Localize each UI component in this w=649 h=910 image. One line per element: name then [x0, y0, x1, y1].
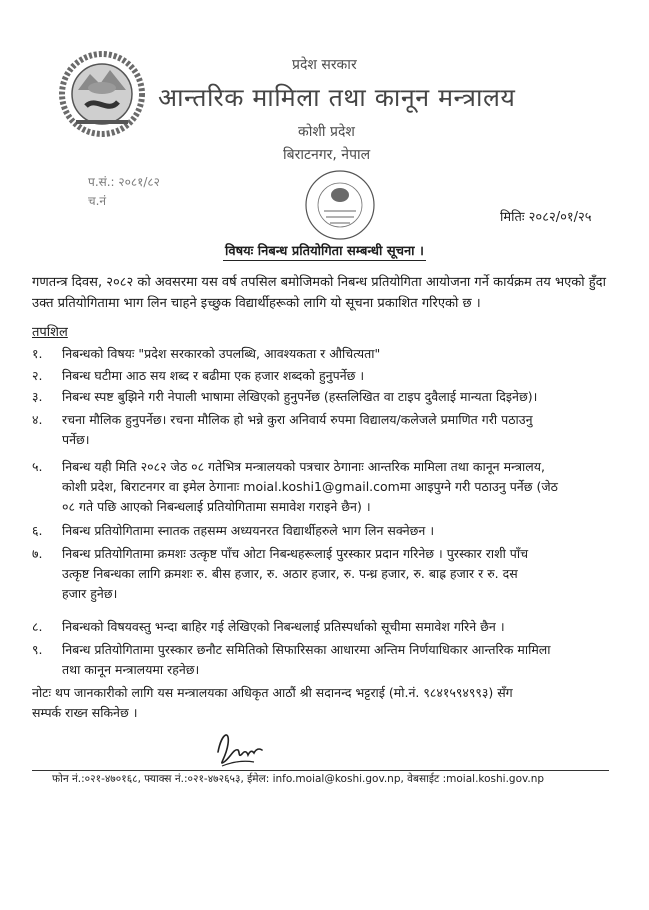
item-line: निबन्धको विषयवस्तु भन्दा बाहिर गई लेखिएको निबन्धलाई प्रतिस्पर्धाको सूचीमा समावेश गरिने छैन । [62, 619, 505, 634]
list-item [32, 457, 629, 519]
item-line: निबन्ध प्रतियोगितामा पुरस्कार छनौट समितिको सिफारिसका आधारमा अन्तिम निर्णयाधिकार आन्तरिक मामिला [62, 642, 551, 657]
item-number: ४. [32, 412, 43, 427]
item-line: निबन्धको विषयः "प्रदेश सरकारको उपलब्धि, आवश्यकता र औचित्यता" [62, 346, 381, 361]
list-item [32, 521, 629, 541]
list-item [32, 617, 629, 637]
item-line: पर्नेछ। [62, 432, 90, 447]
header-government: प्रदेश सरकार [292, 57, 357, 73]
header-city: बिराटनगर, नेपाल [283, 147, 371, 163]
item-line: निबन्ध प्रतियोगितामा क्रमशः उत्कृष्ट पाँच ओटा निबन्धहरूलाई पुरस्कार प्रदान गरिनेछ । पुरस्कार राशी पाँच [62, 546, 529, 561]
item-number: १. [32, 346, 43, 361]
list-item [32, 640, 629, 682]
signature-icon [212, 722, 272, 770]
list-item [32, 387, 629, 407]
item-number: ७. [32, 546, 43, 561]
intro-paragraph: गणतन्त्र दिवस, २०८२ को अवसरमा यस वर्ष तपसिल बमोजिमको निबन्ध प्रतियोगिता आयोजना गर्ने कार्यक्रम तय भएको हुँदा उक्त प्रतियोगितामा भाग लिन चाहने इच्छुक विद्यार्थीहरूको लागि यो सूचना प्रकाशित गरिएको छ । [32, 275, 606, 311]
item-line: ०८ गते पछि आएको निबन्धलाई प्रतियोगितामा समावेश गराइने छैन) । [62, 499, 371, 514]
list-item [32, 344, 629, 364]
list-item [32, 410, 629, 452]
header-province: कोशी प्रदेश [298, 124, 355, 140]
footer-contact: फोन नं.:०२१-४७०१६८, फ्याक्स नं.:०२१-४७२६५३, ईमेल: info.moial@koshi.gov.np, वेबसाईट :moial.koshi.gov.np [52, 773, 545, 785]
item-number: ९. [32, 642, 43, 657]
item-number: ६. [32, 523, 43, 538]
item-line: हजार हुनेछ। [62, 586, 118, 601]
office-seal-icon [300, 165, 380, 245]
note-line: सम्पर्क राख्न सकिनेछ । [32, 705, 138, 720]
item-line: तथा कानून मन्त्रालयमा रहनेछ। [62, 662, 200, 677]
contact-note [32, 683, 629, 725]
reference-number: प.सं.: २०८१/८२ [88, 175, 160, 189]
note-line: नोटः थप जानकारीको लागि यस मन्त्रालयका अधिकृत आठौं श्री सदानन्द भट्टराई (मो.नं. ९८४१५९४९९३) सँग [32, 685, 513, 700]
item-line: निबन्ध स्पष्ट बुझिने गरी नेपाली भाषामा लेखिएको हुनुपर्नेछ (हस्तलिखित वा टाइप दुवैलाई मान्यता दिइनेछ)। [62, 389, 538, 404]
item-line: उत्कृष्ट निबन्धका लागि क्रमशः रु. बीस हजार, रु. अठार हजार, रु. पन्ध्र हजार, रु. बाह्र हजार र रु. दस [62, 566, 518, 581]
item-line: निबन्ध घटीमा आठ सय शब्द र बढीमा एक हजार शब्दको हुनुपर्नेछ । [62, 368, 365, 383]
government-emblem-icon [56, 48, 148, 140]
notice-subject-text: विषयः निबन्ध प्रतियोगिता सम्बन्धी सूचना । [224, 244, 424, 259]
item-line: रचना मौलिक हुनुपर्नेछ। रचना मौलिक हो भन्ने कुरा अनिवार्य रुपमा विद्यालय/कलेजले प्रमाणित गरी पठाउनु [62, 412, 533, 427]
item-line: कोशी प्रदेश, बिराटनगर वा इमेल ठेगानाः moial.koshi1@gmail.comमा आइपुग्ने गरी पठाउनु पर्नेछ (जेठ [62, 479, 558, 494]
item-number: ५. [32, 459, 43, 474]
list-item [32, 366, 629, 386]
header-ministry: आन्तरिक मामिला तथा कानून मन्त्रालय [158, 83, 516, 112]
notice-date: मितिः २०८२/०१/२५ [500, 210, 592, 225]
item-line: निबन्ध यही मिति २०८२ जेठ ०८ गतेभित्र मन्त्रालयको पत्रचार ठेगानाः आन्तरिक मामिला तथा कानून मन्त्रालय, [62, 459, 545, 474]
footer-divider [32, 770, 609, 771]
item-number: २. [32, 368, 43, 383]
item-number: ८. [32, 619, 43, 634]
notice-subject [0, 241, 649, 259]
details-heading: तपशिल [32, 325, 68, 340]
item-number: ३. [32, 389, 43, 404]
dispatch-number: च.नं [88, 194, 107, 208]
list-item [32, 544, 629, 606]
item-line: निबन्ध प्रतियोगितामा स्नातक तहसम्म अध्ययनरत विद्यार्थीहरुले भाग लिन सक्नेछन । [62, 523, 435, 538]
